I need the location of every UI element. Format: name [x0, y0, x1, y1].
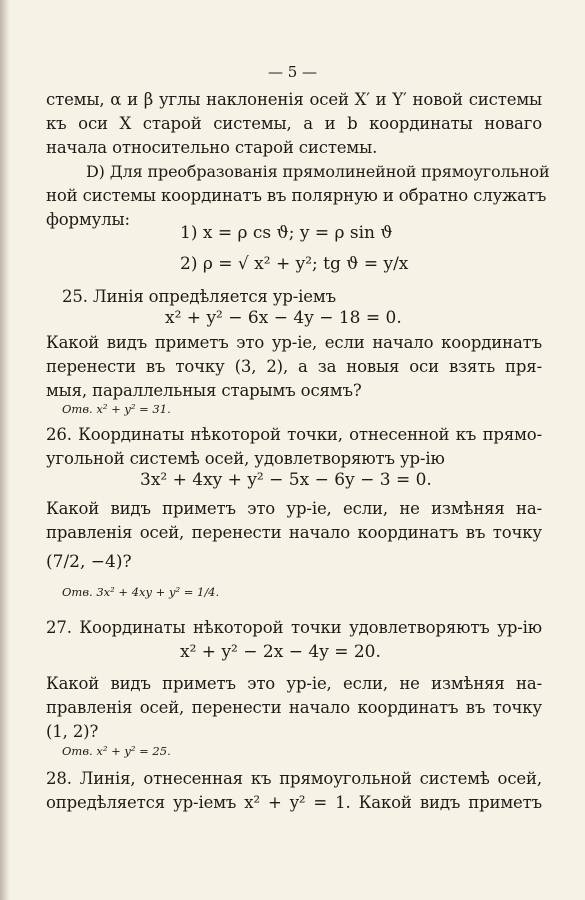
problem-27-point: (1, 2)? [46, 722, 99, 741]
text-line: опредѣляется ур-іемъ x² + y² = 1. Какой видъ приметъ [46, 793, 542, 812]
formula-2: 2) ρ = √ x² + y²; tg ϑ = y/x [180, 254, 409, 274]
problem-26-equation: 3x² + 4xy + y² − 5x − 6y − 3 = 0. [140, 470, 432, 490]
paragraph-d-line-1: D) Для преобразованія прямолинейной прямоугольной [86, 162, 550, 181]
problem-27-equation: x² + y² − 2x − 4y = 20. [180, 642, 381, 662]
text-line: правленія осей, перенести начало координатъ въ точку [46, 698, 542, 717]
answer-27: Отв. x² + y² = 25. [62, 744, 171, 758]
problem-27-title: 27. Координаты нѣкоторой точки удовлетворяютъ ур-ію [46, 618, 542, 637]
text-line: формулы: [46, 210, 130, 229]
problem-25-equation: x² + y² − 6x − 4y − 18 = 0. [165, 308, 402, 328]
problem-26-point: (7/2, −4)? [46, 552, 132, 572]
text-line: къ оси X старой системы, a и b координаты новаго [46, 114, 542, 133]
text-line: угольной системѣ осей, удовлетворяютъ ур-ію [46, 449, 445, 468]
formula-1: 1) x = ρ cs ϑ; y = ρ sin ϑ [180, 223, 393, 243]
problem-28-title: 28. Линія, отнесенная къ прямоугольной системѣ осей, [46, 769, 542, 788]
text-line: начала относительно старой системы. [46, 138, 378, 157]
text-line: Какой видъ приметъ это ур-іе, если начало координатъ [46, 333, 542, 352]
text-line: Какой видъ приметъ это ур-іе, если, не измѣняя на- [46, 674, 542, 693]
problem-25-title: 25. Линія опредѣляется ур-іемъ [62, 287, 336, 306]
page-number: — 5 — [267, 63, 318, 81]
text-line: мыя, параллельныя старымъ осямъ? [46, 381, 362, 400]
text-line: ной системы координатъ въ полярную и обратно служатъ [46, 186, 547, 205]
text-line: Какой видъ приметъ это ур-іе, если, не измѣняя на- [46, 499, 542, 518]
answer-25: Отв. x² + y² = 31. [62, 402, 171, 416]
text-line: правленія осей, перенести начало координатъ въ точку [46, 523, 542, 542]
text-line: стемы, α и β углы наклоненія осей X′ и Y′ новой системы [46, 90, 542, 109]
problem-26-title: 26. Координаты нѣкоторой точки, отнесенной къ прямо- [46, 425, 542, 444]
answer-26: Отв. 3x² + 4xy + y² = 1/4. [62, 585, 220, 599]
text-line: перенести въ точку (3, 2), а за новыя оси взять пря- [46, 357, 542, 376]
page-gutter-shadow [0, 0, 10, 900]
